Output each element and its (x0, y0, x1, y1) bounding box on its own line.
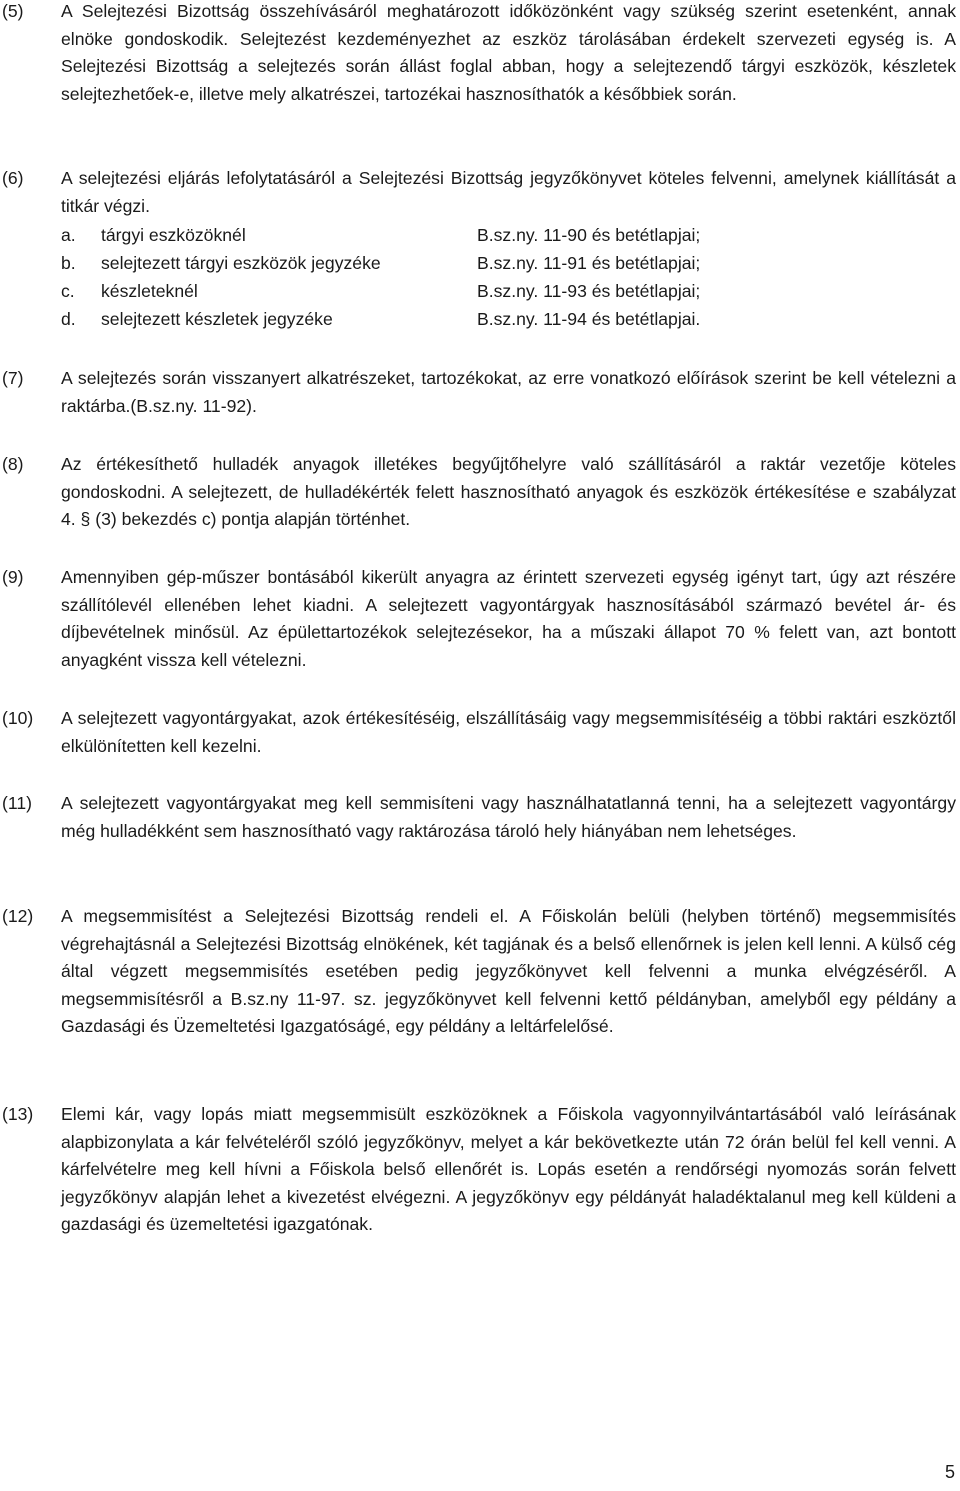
paragraph-9 (0, 564, 956, 674)
paragraph-7 (0, 365, 956, 420)
page-number: 5 (944, 1462, 955, 1483)
paragraph-text: A megsemmisítést a Selejtezési Bizottság rendeli el. A Főiskolán belüli (helyben történő) megsemmisítés végrehajtásnál a Selejtezési Bizottság elnökének, két tagjának és a belső ellenőrnek is jelen kell lenni. A külső cég által végzett megsemmisítés esetében pedig jegyzőkönyvet kell felvenni a munka elvégzéséről. A megsemmisítésről a B.sz.ny 11-97. sz. jegyzőkönyvet kell felvenni kettő példányban, amelyből egy példány a Gazdasági és Üzemeltetési Igazgatóságé, egy példány a leltárfelelősé. (61, 906, 956, 1037)
paragraph-6 (0, 165, 956, 220)
list-item-label: selejtezett készletek jegyzéke (101, 309, 333, 329)
paragraph-text: A Selejtezési Bizottság összehívásáról meghatározott időközönként vagy szükség szerint esetenként, annak elnöke gondoskodik. Selejtezést kezdeményezhet az eszköz tárolásában érdekelt szervezeti egység is. A Selejtezési Bizottság a selejtezés során állást foglal abban, hogy a selejtezendő tárgyi eszközök, készletek selejtezhetőek-e, illetve mely alkatrészei, tartozékai hasznosíthatók a későbbiek során. (61, 1, 956, 104)
paragraph-text: Elemi kár, vagy lopás miatt megsemmisült eszközöknek a Főiskola vagyonnyilvántartásából való leírásának alapbizonylata a kár felvételéről szóló jegyzőkönyv, melyet a kár bekövetkezte után 72 órán belül fel kell venni. A kárfelvételre meg kell hívni a Főiskola belső ellenőrét is. Lopás esetén a rendőrségi nyomozás során felvett jegyzőkönyv alapján lehet a kivezetést elvégezni. A jegyzőkönyv egy példányát haladéktalanul meg kell küldeni a gazdasági és üzemeltetési igazgatónak. (61, 1104, 956, 1235)
paragraph-text: A selejtezett vagyontárgyakat meg kell semmisíteni vagy használhatatlanná tenni, ha a selejtezett vagyontárgy még hulladékként sem hasznosítható vagy raktározása tároló hely hiányában nem lehetséges. (61, 793, 956, 841)
list-item (61, 250, 821, 278)
paragraph-text: Az értékesíthető hulladék anyagok illetékes begyűjtőhelyre való szállításáról a raktár vezetője köteles gondoskodni. A selejtezett, de hulladékérték felett hasznosítható anyagok és eszközök értékesítése e szabályzat 4. § (3) bekezdés c) pontja alapján történhet. (61, 454, 956, 530)
list-item-label: készleteknél (101, 281, 198, 301)
paragraph-number: (12) (2, 906, 34, 926)
paragraph-number: (9) (2, 567, 24, 587)
paragraph-number: (11) (2, 793, 32, 813)
list-item-label: tárgyi eszközöknél (101, 225, 246, 245)
paragraph-12 (0, 903, 956, 1041)
list-item-letter: b. (61, 253, 76, 273)
paragraph-text: A selejtezési eljárás lefolytatásáról a Selejtezési Bizottság jegyzőkönyvet köteles felvenni, amelynek kiállítását a titkár végzi. (61, 168, 956, 216)
paragraph-text: Amennyiben gép-műszer bontásából kikerült anyagra az érintett szervezeti egység igényt tart, úgy azt részére szállítólevél ellenében lehet kiadni. A selejtezett vagyontárgyak hasznosításából származó bevétel ár- és díjbevételnek minősül. Az épülettartozékok selejtezésekor, ha a műszaki állapot 70 % felett van, azt bontott anyagként vissza kell vételezni. (61, 567, 956, 670)
list-item-reference: B.sz.ny. 11-93 és betétlapjai; (477, 281, 701, 301)
list-item-reference: B.sz.ny. 11-91 és betétlapjai; (477, 253, 701, 273)
list-item-reference: B.sz.ny. 11-94 és betétlapjai. (477, 309, 701, 329)
paragraph-number: (10) (2, 708, 34, 728)
paragraph-10 (0, 705, 956, 760)
paragraph-text: A selejtezés során visszanyert alkatrészeket, tartozékokat, az erre vonatkozó előírások szerint be kell vételezni a raktárba.(B.sz.ny. 11-92). (61, 368, 956, 416)
paragraph-text: A selejtezett vagyontárgyakat, azok értékesítéséig, elszállításáig vagy megsemmisítéséig a többi raktári eszköztől elkülönítetten kell kezelni. (61, 708, 956, 756)
paragraph-number: (8) (2, 454, 24, 474)
list-item-reference: B.sz.ny. 11-90 és betétlapjai; (477, 225, 701, 245)
paragraph-number: (6) (2, 168, 24, 188)
list-item-label: selejtezett tárgyi eszközök jegyzéke (101, 253, 381, 273)
paragraph-number: (13) (2, 1104, 34, 1124)
list-item (61, 306, 821, 334)
paragraph-5 (0, 0, 956, 108)
paragraph-number: (7) (2, 368, 24, 388)
paragraph-number: (5) (2, 1, 24, 21)
list-item-letter: c. (61, 281, 75, 301)
list-item-letter: a. (61, 225, 76, 245)
list-item (61, 222, 821, 250)
paragraph-11 (0, 790, 956, 845)
paragraph-8 (0, 451, 956, 534)
paragraph-13 (0, 1101, 956, 1239)
list-item (61, 278, 821, 306)
list-item-letter: d. (61, 309, 76, 329)
